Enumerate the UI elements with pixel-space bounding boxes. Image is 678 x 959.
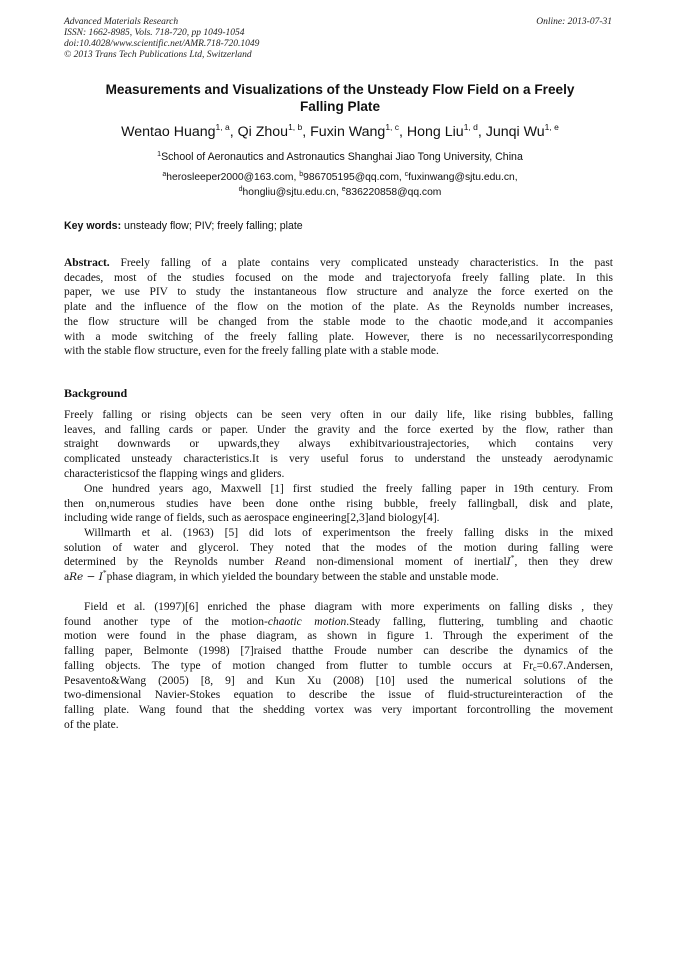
email-c[interactable]: fuxinwang@sjtu.edu.cn,: [408, 172, 518, 183]
background-paragraph-3: [64, 526, 613, 585]
keywords-text: unsteady flow; PIV; freely falling; plate: [121, 220, 303, 232]
affiliation-text: School of Aeronautics and Astronautics Shanghai Jiao Tong University, China: [161, 151, 523, 163]
body-line: Freely falling or rising objects can be seen very often in our daily life, like rising bubbles, falling: [64, 409, 613, 421]
abstract-label: Abstract.: [64, 257, 110, 269]
email-a[interactable]: herosleeper2000@163.com,: [166, 172, 300, 183]
email-e[interactable]: 836220858@qq.com: [345, 187, 442, 198]
email-mark: c: [404, 171, 409, 178]
abstract-line: the flow structure will be changed from the stable mode to the chaotic mode,and it accompanies: [64, 315, 613, 328]
text-run: falling objects. The type of motion changed from flutter to tumble occurs at Fr: [64, 659, 533, 672]
email-mark: d: [238, 186, 243, 193]
section-heading: Background: [64, 386, 128, 400]
abstract-line: decades, most of the studies focused on the mode and trajectoryofa freely falling plate. In this: [64, 271, 613, 284]
body-line: falling paper, Belmonte (1998) [7]raised thatthe Froude number can describe the dynamics of the: [64, 645, 613, 658]
body-line: including wide range of fields, such as aerospace engineering[2,3]and biology[4].: [64, 512, 440, 525]
author-name: Hong Liu: [406, 124, 464, 140]
paper-title: [60, 81, 620, 115]
affiliation: [40, 151, 640, 163]
author-sep: ,: [302, 124, 311, 140]
author-name: Fuxin Wang: [310, 124, 386, 140]
body-line: of the plate.: [64, 718, 119, 731]
doi-line: doi:10.4028/www.scientific.net/AMR.718-720.1049: [64, 39, 260, 49]
keywords: [64, 220, 303, 232]
author-sep: ,: [477, 124, 486, 140]
text-run: phase diagram, in which yielded the boundary between the stable and unstable mode.: [106, 571, 499, 584]
body-line: complicated unsteady characteristics.It is very useful forus to understand the unsteady aerodynamic: [64, 453, 613, 466]
math-star: *: [510, 553, 515, 563]
title-line-1: Measurements and Visualizations of the Unsteady Flow Field on a Freely: [105, 82, 575, 97]
author-name: Wentao Huang: [121, 124, 216, 140]
abstract-line: plate and the influence of the flow on the motion of the plate. As the Reynolds number increases,: [64, 301, 613, 314]
body-line: Field et al. (1997)[6] enriched the phase diagram with more experiments on falling disks , they: [84, 601, 613, 613]
issn-line: ISSN: 1662-8985, Vols. 718-720, pp 1049-1054: [64, 28, 245, 38]
body-line: Willmarth et al. (1963) [5] did lots of experimentson the freely falling disks in the mixed: [84, 527, 613, 539]
email-b[interactable]: 986705195@qq.com,: [303, 172, 405, 183]
abstract-line: paper, we use PIV to study the instantaneous flow structure and analyze the force exerted on the: [64, 286, 613, 299]
background-paragraph-2: [64, 482, 613, 526]
background-paragraph-4: [64, 600, 613, 732]
subscript: c: [533, 663, 537, 673]
body-line: straight downwards or upwards,they always exhibitvarioustrajectories, which contains very: [64, 438, 613, 451]
author-sep: ,: [229, 124, 238, 140]
text-run: determined by the Reynolds number: [64, 556, 275, 569]
text-run: =0.67.Andersen,: [536, 659, 613, 672]
math-re: Re: [274, 556, 289, 569]
author-mark: 1, d: [463, 122, 478, 132]
body-line: two-dimensional Navier-Stokes equation to describe the issue of fluid-structureinteraction of the: [64, 689, 613, 702]
math-re-i: Re − I: [69, 571, 103, 584]
abstract-text: Freely falling of a plate contains very complicated unsteady characteristics. In the past: [109, 257, 613, 269]
title-line-2: Falling Plate: [299, 99, 381, 114]
body-line: One hundred years ago, Maxwell [1] first studied the freely falling paper in 19th century. From: [84, 483, 613, 495]
body-line: leaves, and falling cards or paper. Under the gravity and the force exerted by the flow, rather than: [64, 423, 613, 436]
text-run: a: [64, 571, 70, 584]
abstract-line: with a mode switching of the freely falling plate. However, there is no necessarilycorresponding: [64, 330, 613, 343]
author-name: Qi Zhou: [237, 124, 289, 140]
body-line: [64, 555, 613, 570]
author-name: Junqi Wu: [485, 124, 545, 140]
author-sep: ,: [399, 124, 407, 140]
journal-name: Advanced Materials Research: [64, 17, 179, 27]
email-mark: b: [299, 171, 304, 178]
email-d[interactable]: hongliu@sjtu.edu.cn,: [242, 187, 342, 198]
affiliation-mark: 1: [157, 151, 162, 158]
online-date: Online: 2013-07-31: [536, 17, 612, 27]
math-star: *: [102, 568, 107, 578]
author-mark: 1, a: [215, 122, 230, 132]
body-line: Pesavento&Wang (2005) [8, 9] and Kun Xu (2008) [10] used the numerical solutions of the: [64, 674, 613, 687]
author-mark: 1, b: [288, 122, 303, 132]
author-mark: 1, e: [544, 122, 559, 132]
text-run: , then they drew: [514, 556, 613, 569]
text-run: and non-dimensional moment of inertial: [288, 556, 507, 569]
keywords-label: Key words:: [64, 220, 122, 232]
body-line: motion were found in the phase diagram, as shown in figure 1. Through the experiment of the: [64, 630, 613, 643]
abstract: [64, 256, 613, 359]
body-line: [64, 570, 613, 585]
body-line: solution of water and glycerol. They noted that the modes of the motion during falling were: [64, 541, 613, 554]
email-mark: e: [341, 186, 346, 193]
italic-term: chaotic motion: [267, 615, 347, 628]
background-paragraph-1: [64, 408, 613, 482]
email-mark: a: [162, 171, 167, 178]
body-line: falling plate. Wang found that the shedding vortex was very important forcontrolling the movement: [64, 703, 613, 716]
author-mark: 1, c: [385, 122, 400, 132]
author-list: [40, 124, 640, 140]
body-line: [64, 615, 613, 630]
body-line: [64, 659, 613, 674]
abstract-line: [64, 256, 613, 271]
math-istar: I: [506, 556, 511, 569]
text-run: .Steady falling, fluttering, tumbling and chaotic: [346, 615, 614, 628]
copyright-line: © 2013 Trans Tech Publications Ltd, Switzerland: [64, 50, 252, 60]
body-line: then on,numerous studies have been done onthe rising bubble, freely fallingball, disk and plate,: [64, 497, 613, 510]
text-run: found another type of the motion-: [64, 615, 268, 628]
email-list: [40, 170, 640, 200]
body-line: characteristicsof the flapping wings and gliders.: [64, 467, 285, 480]
abstract-line: with the stable flow structure, even for the freely falling plate with a stable mode.: [64, 345, 439, 358]
